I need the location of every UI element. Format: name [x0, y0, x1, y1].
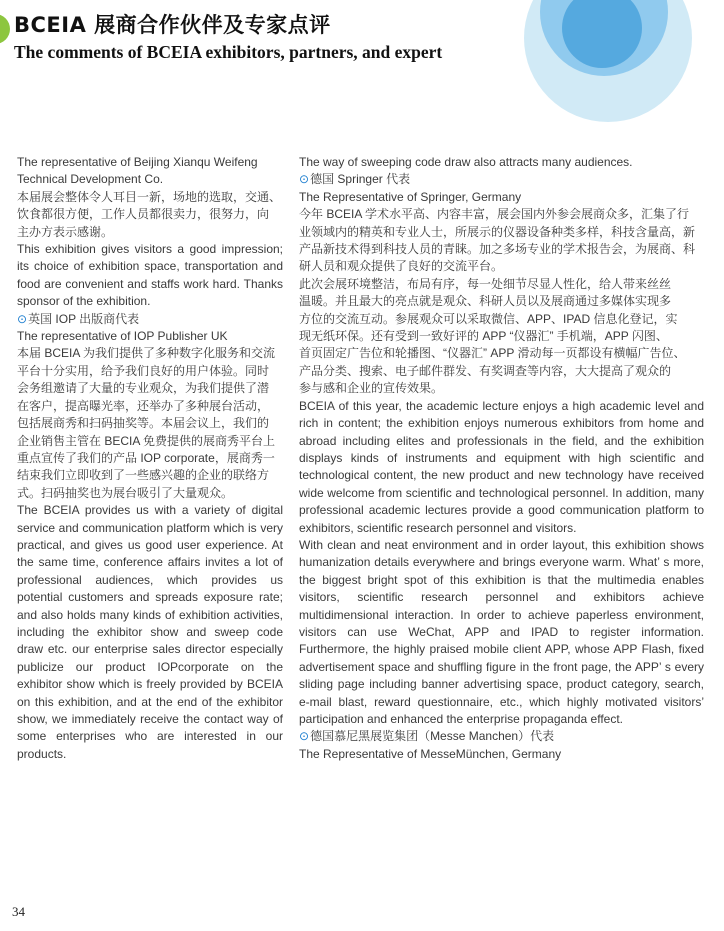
paragraph-chinese: 本届展会整体令人耳目一新，场地的选取，交通、 饮食都很方便，工作人员都很卖力，很努力，向 主办方表示感谢。 [17, 189, 282, 239]
page-title-chinese: BCEIA 展商合作伙伴及专家点评 [14, 13, 331, 37]
paragraph-heading: The representative of Beijing Xianqu Weifeng Technical Development Co. [17, 155, 258, 187]
circled-dot-icon: ⊙ [299, 729, 310, 744]
paragraph-english: The BCEIA provides us with a variety of digital service and communication platform which is very practical, and gives us good user experience. At the same time, conference affairs invites a lot of professional audiences, which provides us potential customers and spreads exposure rate; and also holds many kinds of exhibition activities, including the exhibitor show and sweep code draw etc. our enterprise sales director especially publicize our product IOPcorporate on the exhibitor show which is freely provided by BCEIA on this exhibition, and at the end of the exhibitor show, we immediately receive the contact way of some enterprises who are interested in our products. [17, 503, 283, 761]
speaker-label: ⊙德国 Springer 代表 [299, 172, 411, 187]
paragraph-english: The way of sweeping code draw also attracts many audiences. [299, 155, 633, 169]
paragraph-chinese: 本届 BCEIA 为我们提供了多种数字化服务和交流 平台十分实用，给予我们良好的用户体验。同时 会务组邀请了大量的专业观众，为我们提供了潜 在客户，提高曝光率，还举办了多种展台活动， 包括展商秀和扫码抽奖等。本届会议上，我们的 企业销售主管在 BECIA 免费提供的展商秀平台上 重点宣传了我们的产品 IOP corporate，展商秀一 结束我们立即收到了一些感兴趣的企业的联络方 式。扫码抽奖也为展台吸引了大量观众。 [17, 346, 276, 500]
section-tab-marker [0, 14, 10, 44]
speaker-label: ⊙德国慕尼黑展览集团（Messe Manchen）代表 [299, 729, 555, 744]
paragraph-english: This exhibition gives visitors a good impression; its choice of exhibition space, transportation and food are convenient and staffs work hard. Thanks sponsor of the exhibition. [17, 242, 283, 309]
left-column [17, 154, 283, 763]
paragraph-chinese: 此次会展环境整洁，布局有序，每一处细节尽显人性化，给人带来丝丝 温暖。并且最大的亮点就是观众、科研人员以及展商通过多媒体实现多 方位的交流互动。参展观众可以采取微信、APP、IPAD 信息化登记，实 现无纸环保。还有受到一致好评的 APP “仪器汇” 手机端，APP 闪图、 首页固定广告位和轮播图、“仪器汇” APP 滑动每一页都设有横幅广告位、 产品分类、搜索、电子邮件群发、有奖调查等内容，大大提高了观众的 参与感和企业的宣传效果。 [299, 276, 686, 396]
page-number: 34 [12, 904, 25, 919]
paragraph-heading: The Representative of Springer, Germany [299, 189, 522, 204]
circled-dot-icon: ⊙ [17, 311, 28, 326]
paragraph-chinese: 今年 BCEIA 学术水平高、内容丰富，展会国内外参会展商众多，汇集了行 业领域内的精英和专业人士，所展示的仪器设备种类多样，科技含量高，新 产品新技术得到科技人员的青睐。加之多场专业的学术报告会，为展商、科 研人员和观众提供了良好的交流平台。 [299, 207, 696, 274]
speaker-label: ⊙英国 IOP 出版商代表 [17, 311, 140, 326]
paragraph-english: With clean and neat environment and in order layout, this exhibition shows humanization details everywhere and brings everyone warm. What’ s more, the biggest bright spot of this exhibition is that the multimedia enables visitors, scientific research personnel and exhibitors achieve multidimensional interaction. In order to achieve paperless environment, visitors can use WeChat, APP and IPAD to register information. Furthermore, the highly praised mobile client APP, whose APP Flash, fixed advertisement space and shuffling figure in the front page, the APP’ s every sliding page including banner advertising space, product category, search, e-mail blast, reward questionnaire, etc., which highly motivated visitors’ participation and enhanced the enterprise propaganda effect. [299, 537, 704, 726]
circled-dot-icon: ⊙ [299, 172, 310, 187]
paragraph-heading: The Representative of MesseMünchen, Germany [299, 746, 562, 761]
paragraph-english: BCEIA of this year, the academic lecture enjoys a high academic level and rich in content; the exhibition enjoys numerous exhibitors from home and abroad including elites and professionals in the field, and the exhibition displays kinds of instruments and equipment with high scientific and technological content, the new product and new technology have received wide welcome from scientific and technological personnel. In addition, many professional academic lectures provide a good communication platform to exhibitors, scientific research personnel and visitors. [299, 398, 704, 535]
right-column [299, 154, 704, 763]
paragraph-heading: The representative of IOP Publisher UK [17, 329, 228, 344]
page-title-english: The comments of BCEIA exhibitors, partners, and expert [14, 42, 443, 62]
